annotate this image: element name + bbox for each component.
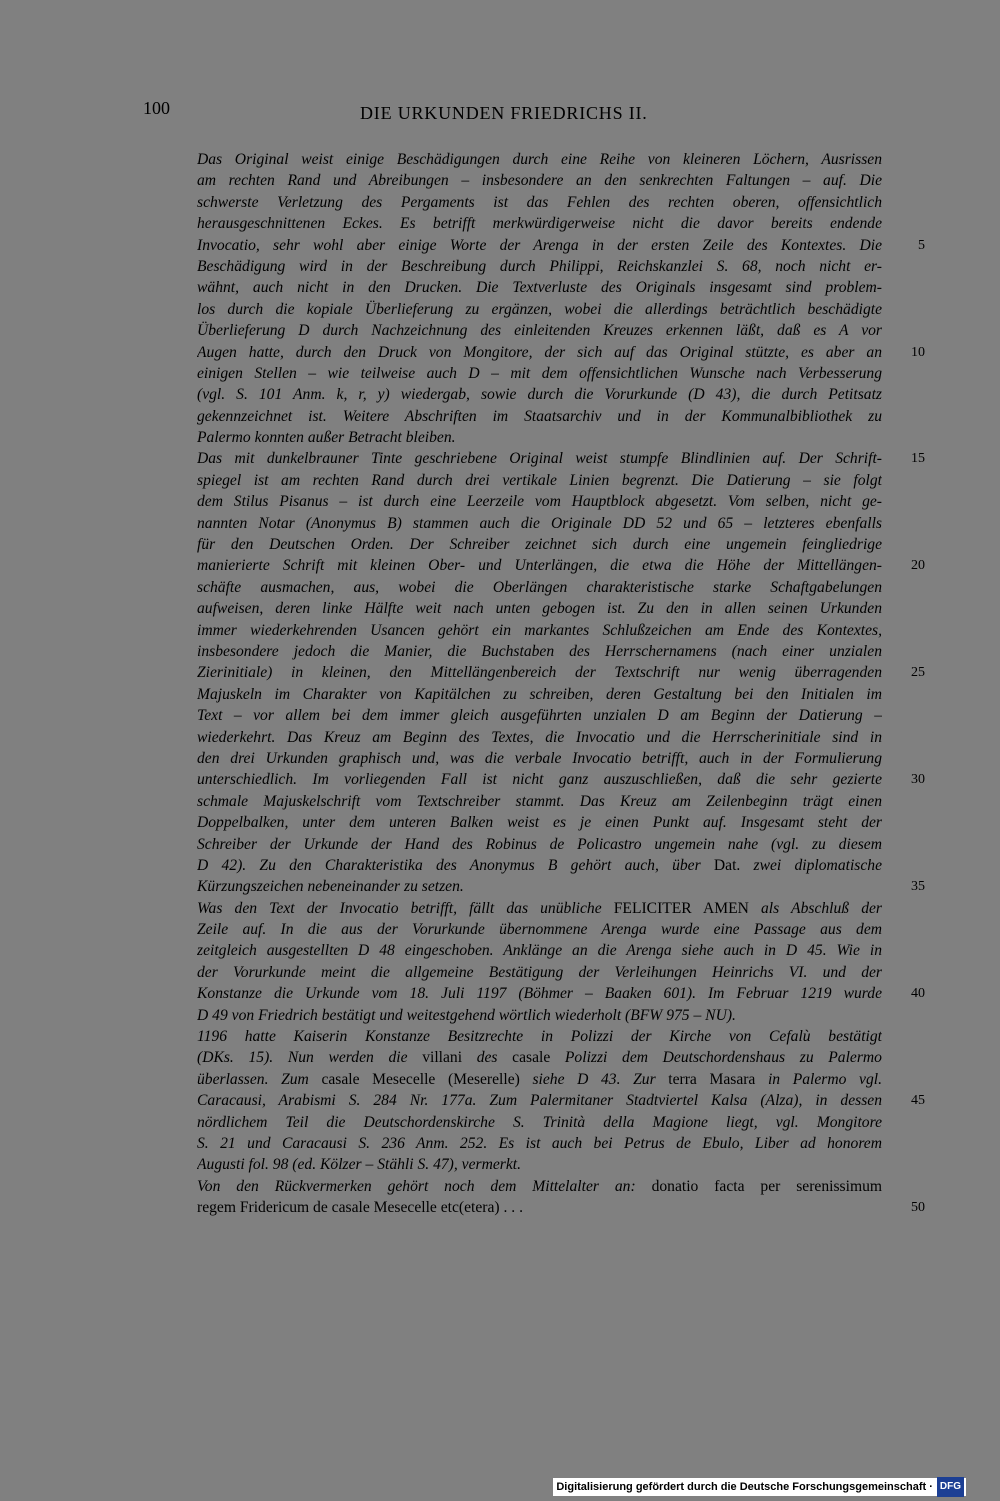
line-number <box>895 641 925 662</box>
italic-text: Kürzungszeichen nebeneinander zu setzen. <box>197 878 464 896</box>
italic-text: für den Deutschen Orden. Der Schreiber zeichnet sich durch eine ungemein feingliedrige <box>197 536 882 554</box>
italic-text: aufweisen, deren linke Hälfte weit nach unten gebogen ist. Zu den in allen seinen Urkunden <box>197 600 882 618</box>
text-line <box>197 235 882 256</box>
line-number: 25 <box>911 665 925 681</box>
italic-text: gekennzeichnet ist. Weitere Abschriften im Staatsarchiv und in der Kommunalbibliothek zu <box>197 407 882 425</box>
italic-text: Zierinitiale) in kleinen, den Mittellängenbereich der Textschrift nur wenig überragenden <box>197 664 882 682</box>
italic-text: Invocatio, sehr wohl aber einige Worte der Arenga in der ersten Zeile des Kontextes. Die <box>197 236 882 254</box>
text-line <box>197 748 882 769</box>
line-number: 50 <box>911 1200 925 1216</box>
italic-text: zwei diplomatische <box>740 856 882 874</box>
text-line <box>197 470 882 491</box>
text-line <box>197 1005 882 1026</box>
italic-text: Majuskeln im Charakter von Kapitälchen zu schreiben, deren Gestaltung bei den Initialen im <box>197 685 882 703</box>
italic-text: unterschiedlich. Im vorliegenden Fall ist nicht ganz auszuschließen, daß die sehr gezierte <box>197 771 882 789</box>
line-number <box>895 1176 925 1197</box>
text-line <box>197 769 882 790</box>
running-title: DIE URKUNDEN FRIEDRICHS II. <box>360 103 648 123</box>
text-line <box>197 620 882 641</box>
line-number: 15 <box>911 451 925 467</box>
commentary-text <box>197 149 882 1219</box>
italic-text: Zeile auf. In die aus der Vorurkunde übernommene Arenga wurde eine Passage aus dem <box>197 921 882 939</box>
line-number <box>895 1026 925 1047</box>
text-line <box>197 855 882 876</box>
line-number <box>895 855 925 876</box>
line-number <box>895 962 925 983</box>
italic-text: insbesondere jedoch die Manier, die Buchstaben des Herrschernamens (nach einer unzialen <box>197 642 882 660</box>
upright-text: casale Mesecelle (Meserelle) <box>321 1070 520 1088</box>
text-line <box>197 812 882 833</box>
digitization-credit: Digitalisierung gefördert durch die Deutsche Forschungsgemeinschaft · DFG <box>553 1478 966 1496</box>
text-line <box>197 940 882 961</box>
line-number <box>895 1154 925 1175</box>
line-number <box>895 684 925 705</box>
text-line <box>197 1090 882 1111</box>
italic-text: herausgeschnittenen Eckes. Es betrifft merkwürdigerweise nicht die davor bereits endende <box>197 215 882 233</box>
upright-text: donatio facta per serenissimum <box>651 1177 882 1195</box>
italic-text: Das Original weist einige Beschädigungen durch eine Reihe von kleineren Löchern, Ausrissen <box>197 151 882 168</box>
line-number <box>895 406 925 427</box>
line-number <box>895 320 925 341</box>
text-line <box>197 962 882 983</box>
line-number <box>895 277 925 298</box>
italic-text: überlassen. Zum <box>197 1070 322 1088</box>
page-number: 100 <box>143 98 170 118</box>
text-line <box>197 1069 882 1090</box>
line-number: 20 <box>911 558 925 574</box>
italic-text: Das mit dunkelbrauner Tinte geschriebene Original weist stumpfe Blindlinien auf. Der Schrift- <box>197 450 882 468</box>
line-number <box>895 1112 925 1133</box>
line-number <box>895 1069 925 1090</box>
line-number: 10 <box>911 344 925 360</box>
text-line <box>197 448 882 469</box>
line-number-column <box>895 149 925 1219</box>
line-number: 45 <box>911 1093 925 1109</box>
text-line <box>197 342 882 363</box>
text-line <box>197 662 882 683</box>
text-line <box>197 1133 882 1154</box>
credit-text: Digitalisierung gefördert durch die Deutsche Forschungsgemeinschaft <box>556 1481 927 1493</box>
line-number <box>895 149 925 170</box>
text-line <box>197 727 882 748</box>
italic-text: Beschädigung wird in der Beschreibung durch Philippi, Reichskanzlei S. 68, noch nicht er- <box>197 257 882 275</box>
upright-text: terra Masara <box>668 1070 756 1088</box>
text-line <box>197 491 882 512</box>
line-number <box>895 170 925 191</box>
text-line <box>197 1154 882 1175</box>
text-line <box>197 1112 882 1133</box>
text-line <box>197 149 882 170</box>
text-line <box>197 705 882 726</box>
line-number <box>895 534 925 555</box>
text-line <box>197 1026 882 1047</box>
italic-text: Schreiber der Urkunde der Hand des Robinus de Policastro ungemein nahe (vgl. zu diesem <box>197 835 882 853</box>
italic-text: am rechten Rand und Abreibungen – insbesondere an den senkrechten Faltungen – auf. Die <box>197 172 882 190</box>
text-line <box>197 577 882 598</box>
text-line <box>197 1176 882 1197</box>
line-number <box>895 192 925 213</box>
italic-text: schwerste Verletzung des Pergaments ist das Fehlen des rechten oberen, offensichtlich <box>197 193 882 211</box>
text-line <box>197 192 882 213</box>
line-number <box>895 213 925 234</box>
italic-text: D 42). Zu den Charakteristika des Anonymus B gehört auch, über <box>197 856 714 874</box>
text-line <box>197 534 882 555</box>
line-number <box>895 363 925 384</box>
italic-text: (DKs. 15). Nun werden die <box>197 1049 423 1067</box>
italic-text: einigen Stellen – wie teilweise auch D – mit dem offensichtlichen Wunsche nach Verbesserung <box>197 364 882 382</box>
italic-text: wiederkehrt. Das Kreuz am Beginn des Textes, die Invocatio und die Herrscherinitiale sind in <box>197 728 882 746</box>
line-number <box>895 705 925 726</box>
line-number <box>895 491 925 512</box>
italic-text: Text – vor allem bei dem immer gleich ausgeführten unzialen D am Beginn der Datierung – <box>197 707 882 725</box>
text-line <box>197 427 882 448</box>
italic-text: den drei Urkunden graphisch und, was die verbale Invocatio betrifft, auch in der Formulierung <box>197 749 882 767</box>
italic-text: Palermo konnten außer Betracht bleiben. <box>197 429 456 447</box>
text-line <box>197 898 882 919</box>
italic-text: zeitgleich ausgestellten D 48 eingeschoben. Anklänge an die Arenga siehe auch in D 45. Wie in <box>197 942 882 960</box>
upright-text: FELICITER AMEN <box>613 899 749 917</box>
upright-text: Dat. <box>713 856 741 874</box>
text-line <box>197 406 882 427</box>
upright-text: casale <box>512 1049 551 1067</box>
text-line <box>197 598 882 619</box>
text-line <box>197 555 882 576</box>
text-line <box>197 320 882 341</box>
text-line <box>197 213 882 234</box>
italic-text: (vgl. S. 101 Anm. k, r, y) wiedergab, sowie durch die Vorurkunde (D 43), die durch Petitsatz <box>197 386 882 404</box>
italic-text: schäfte ausmachen, aus, wobei die Oberlängen charakteristische starke Schaftgabelungen <box>197 578 882 596</box>
line-number <box>895 834 925 855</box>
italic-text: Was den Text der Invocatio betrifft, fällt das unübliche <box>197 899 614 917</box>
italic-text: Polizzi dem Deutschordenshaus zu Palermo <box>550 1049 882 1067</box>
text-line <box>197 513 882 534</box>
italic-text: Augen hatte, durch den Druck von Mongitore, der sich auf das Original stützte, es aber an <box>197 343 882 361</box>
text-line <box>197 1047 882 1068</box>
dfg-logo: DFG <box>937 1477 964 1497</box>
line-number <box>895 299 925 320</box>
italic-text: D 49 von Friedrich bestätigt und weitestgehend wörtlich wiederholt (BFW 975 – NU). <box>197 1006 736 1024</box>
line-number <box>895 727 925 748</box>
italic-text: wähnt, auch nicht in den Drucken. Die Textverluste des Originals insgesamt sind problem- <box>197 279 882 297</box>
line-number <box>895 470 925 491</box>
italic-text: Konstanze die Urkunde vom 18. Juli 1197 (Böhmer – Baaken 601). Im Februar 1219 wurde <box>197 985 882 1003</box>
italic-text: Von den Rückvermerken gehört noch dem Mittelalter an: <box>197 1177 652 1195</box>
italic-text: los durch die kopiale Überlieferung zu ergänzen, wobei die allerdings beträchtlich beschädigte <box>197 300 882 318</box>
italic-text: des <box>462 1049 513 1067</box>
italic-text: dem Stilus Pisanus – ist durch eine Leerzeile vom Hauptblock abgesetzt. Vom selben, nicht ge- <box>197 493 882 511</box>
line-number: 30 <box>911 772 925 788</box>
italic-text: S. 21 und Caracausi S. 236 Anm. 252. Es ist auch bei Petrus de Ebulo, Liber ad honorem <box>197 1134 882 1152</box>
line-number <box>895 513 925 534</box>
text-line <box>197 834 882 855</box>
line-number: 40 <box>911 986 925 1002</box>
text-line <box>197 170 882 191</box>
italic-text: Doppelbalken, unter dem unteren Balken weist es je einen Punkt auf. Insgesamt steht der <box>197 814 882 832</box>
italic-text: nannten Notar (Anonymus B) stammen auch die Originale DD 52 und 65 – letzteres ebenfalls <box>197 514 882 532</box>
line-number <box>895 748 925 769</box>
line-number <box>895 898 925 919</box>
line-number <box>895 427 925 448</box>
line-number <box>895 1047 925 1068</box>
line-number <box>895 620 925 641</box>
italic-text: nördlichem Teil die Deutschordenskirche S. Trinità della Magione liegt, vgl. Mongitore <box>197 1113 882 1131</box>
italic-text: spiegel ist am rechten Rand durch drei vertikale Linien begrenzt. Die Datierung – sie folgt <box>197 471 882 489</box>
line-number <box>895 791 925 812</box>
text-line <box>197 684 882 705</box>
text-line <box>197 384 882 405</box>
text-line <box>197 277 882 298</box>
upright-text: villani <box>422 1049 463 1067</box>
italic-text: Überlieferung D durch Nachzeichnung des einleitenden Kreuzes erkennen läßt, daß es A vor <box>197 322 882 340</box>
italic-text: als Abschluß der <box>748 899 882 917</box>
italic-text: 1196 hatte Kaiserin Konstanze Besitzrechte in Polizzi der Kirche von Cefalù bestätigt <box>197 1028 882 1046</box>
italic-text: siehe D 43. Zur <box>519 1070 669 1088</box>
italic-text: manierierte Schrift mit kleinen Ober- und Unterlängen, die etwa die Höhe der Mittellängen- <box>197 557 882 575</box>
upright-text: regem Fridericum de casale Mesecelle etc(etera) . . . <box>197 1199 523 1217</box>
line-number <box>895 919 925 940</box>
line-number <box>895 598 925 619</box>
italic-text: Caracausi, Arabismi S. 284 Nr. 177a. Zum Palermitaner Stadtviertel Kalsa (Alza), in dessen <box>197 1092 882 1110</box>
line-number <box>895 256 925 277</box>
text-line <box>197 919 882 940</box>
text-line <box>197 1197 882 1218</box>
text-line <box>197 983 882 1004</box>
text-line <box>197 876 882 897</box>
italic-text: in Palermo vgl. <box>755 1070 882 1088</box>
italic-text: Augusti fol. 98 (ed. Kölzer – Stähli S. 47), vermerkt. <box>197 1156 521 1174</box>
line-number <box>895 812 925 833</box>
text-line <box>197 641 882 662</box>
italic-text: immer wiederkehrenden Usancen gehört ein markantes Schlußzeichen am Ende des Kontextes, <box>197 621 882 639</box>
text-line <box>197 791 882 812</box>
line-number <box>895 384 925 405</box>
line-number <box>895 577 925 598</box>
line-number <box>895 1005 925 1026</box>
line-number: 5 <box>918 237 925 253</box>
text-line <box>197 256 882 277</box>
line-number <box>895 940 925 961</box>
italic-text: der Vorurkunde meint die allgemeine Bestätigung der Verleihungen Heinrichs VI. und der <box>197 963 882 981</box>
text-line <box>197 299 882 320</box>
italic-text: schmale Majuskelschrift vom Textschreiber stammt. Das Kreuz am Zeilenbeginn trägt einen <box>197 792 882 810</box>
line-number <box>895 1133 925 1154</box>
text-line <box>197 363 882 384</box>
line-number: 35 <box>911 879 925 895</box>
